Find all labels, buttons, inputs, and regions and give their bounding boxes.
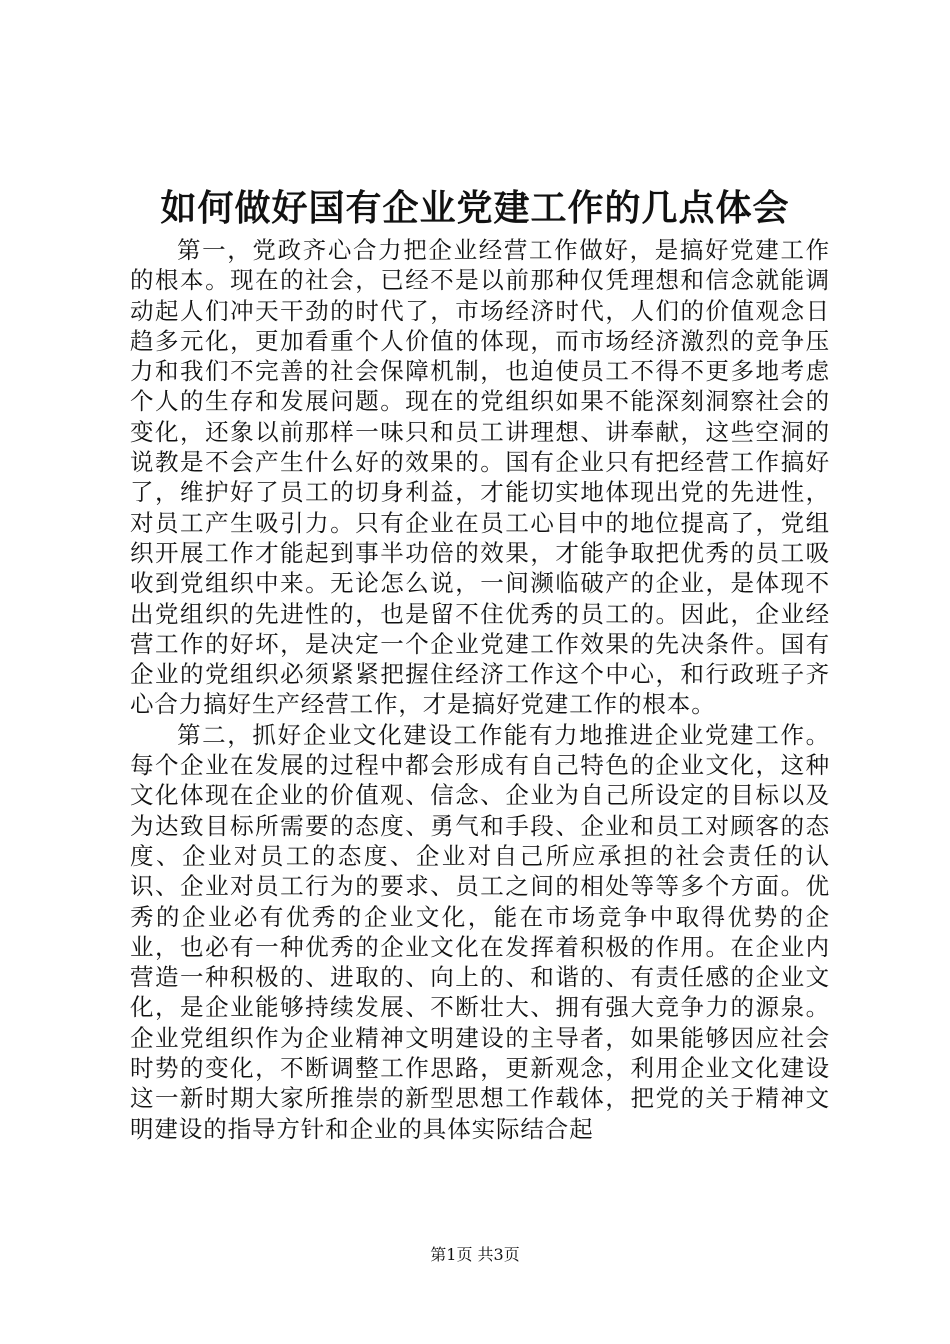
paragraph-2: 第二，抓好企业文化建设工作能有力地推进企业党建工作。每个企业在发展的过程中都会形成有自己特色的企业文化，这种文化体现在企业的价值观、信念、企业为自己所设定的目标以及为达致目标所需要的态度、勇气和手段、企业和员工对顾客的态度、企业对员工的态度、企业对自己所应承担的社会责任的认识、企业对员工行为的要求、员工之间的相处等等多个方面。优秀的企业必有优秀的企业文化，能在市场竞争中取得优势的企业，也必有一种优秀的企业文化在发挥着积极的作用。在企业内营造一种积极的、进取的、向上的、和谐的、有责任感的企业文化，是企业能够持续发展、不断壮大、拥有强大竞争力的源泉。企业党组织作为企业精神文明建设的主导者，如果能够因应社会时势的变化，不断调整工作思路，更新观念，利用企业文化建设这一新时期大家所推崇的新型思想工作载体，把党的关于精神文明建设的指导方针和企业的具体实际结合起	[130, 720, 830, 1143]
page-number-footer: 第1页 共3页	[430, 1245, 520, 1264]
document-body	[130, 235, 830, 1144]
paragraph-1: 第一，党政齐心合力把企业经营工作做好，是搞好党建工作的根本。现在的社会，已经不是以前那种仅凭理想和信念就能调动起人们冲天干劲的时代了，市场经济时代，人们的价值观念日趋多元化，更加看重个人价值的体现，而市场经济激烈的竞争压力和我们不完善的社会保障机制，也迫使员工不得不更多地考虑个人的生存和发展问题。现在的党组织如果不能深刻洞察社会的变化，还象以前那样一味只和员工讲理想、讲奉献，这些空洞的说教是不会产生什么好的效果的。国有企业只有把经营工作搞好了，维护好了员工的切身利益，才能切实地体现出党的先进性，对员工产生吸引力。只有企业在员工心目中的地位提高了，党组织开展工作才能起到事半功倍的效果，才能争取把优秀的员工吸收到党组织中来。无论怎么说，一间濒临破产的企业，是体现不出党组织的先进性的，也是留不住优秀的员工的。因此，企业经营工作的好坏，是决定一个企业党建工作效果的先决条件。国有企业的党组织必须紧紧把握住经济工作这个中心，和行政班子齐心合力搞好生产经营工作，才是搞好党建工作的根本。	[130, 236, 830, 719]
document-title: 如何做好国有企业党建工作的几点体会	[160, 187, 790, 229]
